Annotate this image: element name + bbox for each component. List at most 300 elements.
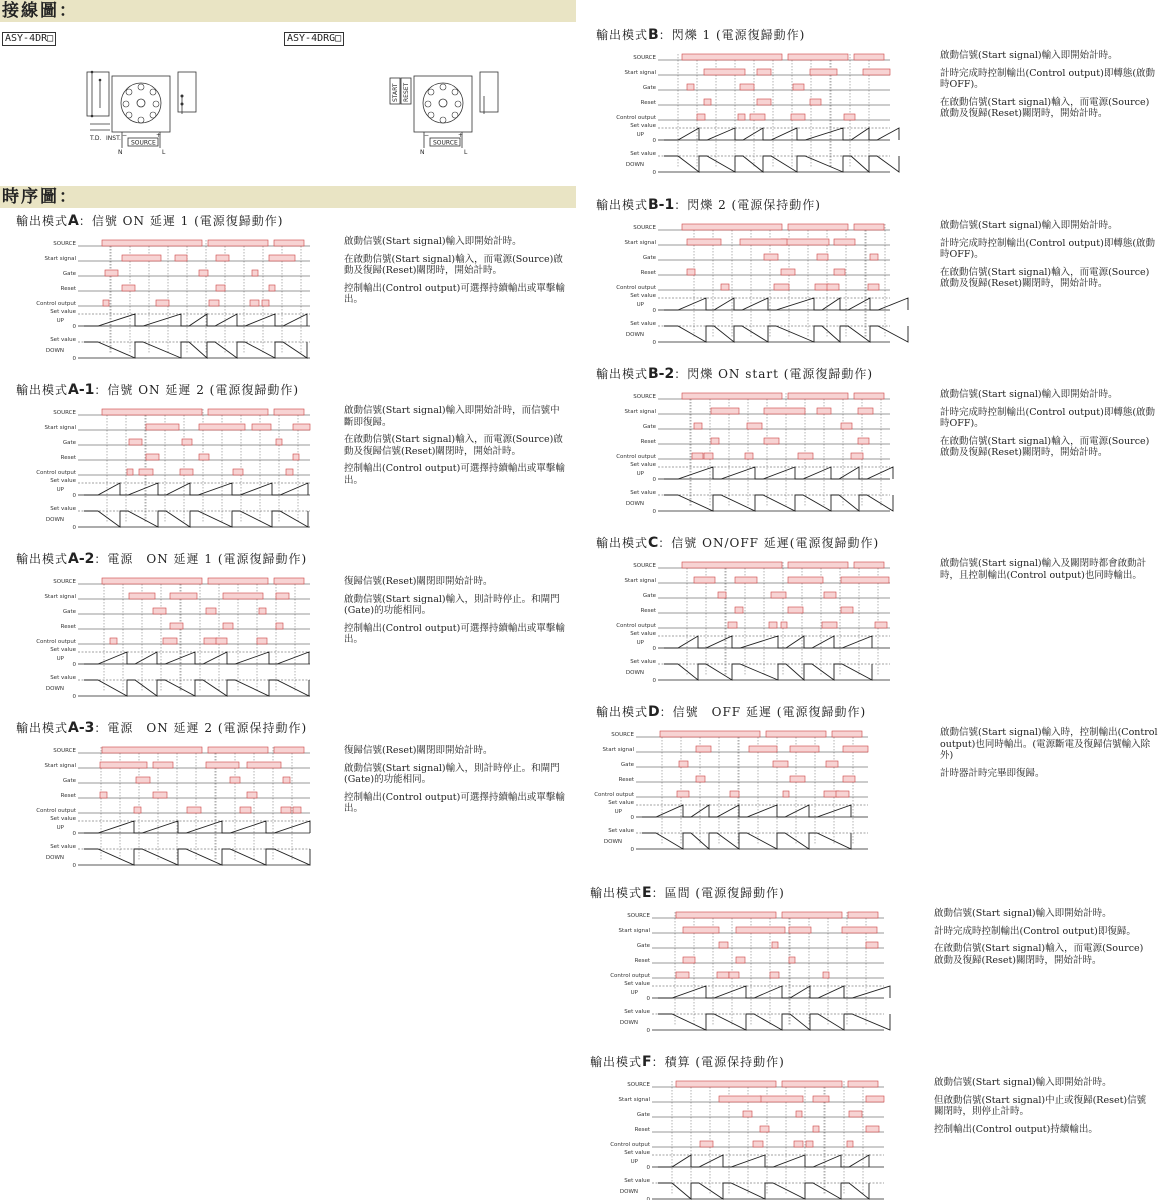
mode-title-B1 — [596, 196, 821, 213]
signal-pulse-gate — [206, 608, 216, 614]
label-set-value: Set value — [50, 506, 76, 512]
signal-pulse-reset — [813, 1126, 819, 1132]
label-zero: 0 — [72, 493, 76, 499]
wiring-label-n-left: N — [118, 149, 123, 156]
signal-pulse-source — [848, 912, 878, 918]
label-control: Control output — [594, 792, 634, 798]
signal-pulse-reset — [760, 1126, 769, 1132]
signal-pulse-start — [790, 746, 819, 752]
description-line: 啟動信號(Start signal)輸入即開始計時，而信號中斷即復歸。 — [344, 405, 560, 428]
signal-pulse-reset — [170, 623, 183, 629]
description-line: 計時完成時控制輸出(Control output)即復歸。 — [934, 925, 1136, 937]
signal-pulse-control — [844, 114, 855, 120]
signal-pulse-start — [817, 408, 831, 414]
counter-waveform-down — [658, 1183, 869, 1199]
label-set-value: Set value — [50, 816, 76, 822]
mode-title-prefix: 輸出模式 — [590, 886, 643, 900]
signal-pulse-control — [180, 469, 193, 475]
wiring-header: 接線圖： — [0, 0, 576, 22]
timing-chart-A2 — [36, 574, 310, 700]
signal-pulse-control — [139, 469, 153, 475]
signal-pulse-reset — [122, 285, 135, 291]
label-start: Start signal — [624, 578, 656, 584]
label-down: DOWN — [45, 855, 64, 861]
counter-waveform-up — [664, 298, 908, 310]
signal-pulse-control — [730, 791, 739, 797]
mode-title-rest: ：電源 ON 延遲 2 (電源保持動作) — [94, 721, 308, 735]
signal-pulse-start — [269, 255, 295, 261]
signal-pulse-start — [866, 1096, 884, 1102]
signal-pulse-gate — [719, 942, 728, 948]
signal-pulse-gate — [230, 777, 240, 783]
label-zero: 0 — [652, 509, 656, 515]
signal-pulse-start — [129, 593, 155, 599]
mode-title-letter: B-1 — [648, 197, 675, 213]
description-line: 啟動信號(Start signal)輸入，則計時停止。和閘門(Gate)的功能相同。 — [344, 762, 560, 785]
signal-pulse-control — [110, 638, 117, 644]
signal-pulse-control — [738, 114, 745, 120]
mode-title-B2 — [596, 365, 873, 382]
label-down: DOWN — [45, 517, 64, 523]
label-reset: Reset — [640, 608, 656, 614]
signal-pulse-start — [757, 69, 771, 75]
signal-pulse-control — [209, 300, 219, 306]
signal-pulse-start — [842, 927, 877, 933]
mode-title-letter: A — [68, 213, 79, 229]
wiring-label-minus-left: − — [122, 132, 128, 139]
signal-pulse-reset — [216, 285, 225, 291]
signal-pulse-start — [216, 255, 229, 261]
signal-pulse-control — [262, 300, 269, 306]
signal-pulse-source — [208, 240, 268, 246]
signal-pulse-reset — [781, 269, 795, 275]
counter-waveform-down — [664, 664, 872, 680]
label-set-value: Set value — [630, 659, 656, 665]
label-zero: 0 — [652, 340, 656, 346]
signal-pulse-source — [102, 240, 202, 246]
label-zero: 0 — [630, 847, 634, 853]
timing-chart-D — [594, 727, 868, 853]
label-set-value: Set value — [624, 981, 650, 987]
signal-pulse-control — [851, 453, 863, 459]
description-line: 在啟動信號(Start signal)輸入，而電源(Source)啟動及復歸(Reset)關閉時，開始計時。 — [940, 96, 1150, 119]
signal-pulse-control — [774, 284, 789, 290]
signal-pulse-control — [204, 638, 217, 644]
label-start: Start signal — [618, 928, 650, 934]
label-control: Control output — [616, 115, 656, 121]
label-reset: Reset — [618, 777, 634, 783]
signal-pulse-start — [834, 239, 855, 245]
label-set-value: Set value — [608, 800, 634, 806]
signal-pulse-source — [274, 578, 304, 584]
signal-pulse-gate — [747, 423, 762, 429]
label-set-value: Set value — [50, 844, 76, 850]
signal-pulse-gate — [817, 254, 828, 260]
label-start: Start signal — [44, 763, 76, 769]
signal-pulse-start — [740, 239, 787, 245]
label-zero: 0 — [652, 170, 656, 176]
label-start: Start signal — [602, 747, 634, 753]
label-zero: 0 — [630, 815, 634, 821]
wiring-label-plus-left: + — [156, 132, 162, 139]
signal-pulse-control — [163, 638, 177, 644]
wiring-label-source-left: SOURCE — [131, 139, 156, 147]
description-line: 在啟動信號(Start signal)輸入，而電源(Source)啟動及復歸(Reset)關閉時，開始計時。 — [934, 943, 1144, 966]
description-line: 控制輸出(Control output)可選擇持續輸出或單擊輸出。 — [344, 463, 565, 486]
description-line: 計時完成時控制輸出(Control output)即轉態(啟動時OFF)。 — [940, 237, 1156, 260]
label-control: Control output — [610, 973, 650, 979]
signal-pulse-source — [274, 240, 304, 246]
timing-chart-A — [36, 236, 310, 362]
mode-title-A — [16, 212, 283, 229]
label-up: UP — [630, 1159, 638, 1165]
signal-pulse-reset — [788, 607, 803, 613]
counter-waveform-up — [84, 652, 309, 664]
signal-pulse-source — [682, 54, 782, 60]
signal-pulse-source — [102, 747, 202, 753]
description-line: 但啟動信號(Start signal)中止或復歸(Reset)信號關閉時，則停止計時。 — [934, 1094, 1147, 1117]
label-down: DOWN — [603, 839, 622, 845]
mode-title-letter: E — [642, 885, 652, 901]
label-zero: 0 — [652, 138, 656, 144]
mode-title-rest: ：信號 ON 延遲 1 (電源復歸動作) — [78, 214, 284, 228]
signal-pulse-gate — [841, 423, 852, 429]
signal-pulse-gate — [764, 254, 778, 260]
signal-pulse-control — [783, 791, 789, 797]
description-line: 控制輸出(Control output)可選擇持續輸出或單擊輸出。 — [344, 791, 565, 814]
label-set-value: Set value — [630, 490, 656, 496]
signal-pulse-reset — [146, 454, 159, 460]
signal-pulse-gate — [849, 1111, 862, 1117]
signal-pulse-reset — [810, 99, 821, 105]
label-control: Control output — [616, 285, 656, 291]
signal-pulse-start — [694, 577, 715, 583]
signal-pulse-start — [788, 577, 823, 583]
label-start: Start signal — [618, 1097, 650, 1103]
signal-pulse-start — [863, 69, 890, 75]
signal-pulse-control — [134, 807, 141, 813]
signal-pulse-control — [794, 1141, 803, 1147]
timing-chart-F — [610, 1077, 884, 1200]
mode-title-prefix: 輸出模式 — [16, 214, 69, 228]
mode-title-prefix: 輸出模式 — [16, 552, 69, 566]
signal-pulse-start — [223, 593, 263, 599]
wiring-diagram-right — [388, 66, 508, 156]
signal-pulse-control — [750, 114, 765, 120]
description-line: 復歸信號(Reset)關閉即開始計時。 — [344, 576, 493, 587]
signal-pulse-start — [293, 424, 310, 430]
mode-title-prefix: 輸出模式 — [596, 198, 649, 212]
signal-pulse-reset — [199, 454, 209, 460]
signal-pulse-reset — [764, 438, 779, 444]
wiring-diagram-left — [82, 66, 202, 156]
label-up: UP — [56, 656, 64, 662]
label-reset: Reset — [634, 1127, 650, 1133]
label-zero: 0 — [652, 308, 656, 314]
description-line: 在啟動信號(Start signal)輸入，而電源(Source)啟動及復歸(Reset)關閉時，開始計時。 — [344, 253, 563, 276]
signal-pulse-source — [848, 1081, 878, 1087]
signal-pulse-start — [146, 424, 179, 430]
counter-waveform-down — [664, 495, 893, 511]
mode-title-letter: A-3 — [68, 720, 95, 736]
signal-pulse-source — [832, 731, 862, 737]
label-control: Control output — [36, 639, 76, 645]
signal-pulse-gate — [153, 608, 166, 614]
signal-pulse-start — [735, 577, 757, 583]
label-up: UP — [636, 640, 644, 646]
label-set-value: Set value — [608, 828, 634, 834]
counter-waveform-down — [642, 833, 851, 849]
signal-pulse-gate — [796, 1111, 802, 1117]
signal-pulse-control — [781, 622, 787, 628]
signal-pulse-start — [683, 927, 719, 933]
label-source: SOURCE — [633, 394, 656, 400]
mode-title-letter: D — [648, 704, 660, 720]
signal-pulse-reset — [841, 607, 853, 613]
signal-pulse-source — [676, 1081, 776, 1087]
label-zero: 0 — [652, 477, 656, 483]
signal-pulse-start — [252, 424, 271, 430]
label-start: Start signal — [624, 240, 656, 246]
signal-pulse-control — [216, 638, 227, 644]
counter-waveform-up — [664, 128, 899, 140]
mode-title-B — [596, 26, 805, 43]
label-control: Control output — [616, 454, 656, 460]
description-line: 計時完成時控制輸出(Control output)即轉態(啟動時OFF)。 — [940, 406, 1156, 429]
signal-pulse-start — [858, 408, 873, 414]
label-set-value: Set value — [624, 1009, 650, 1015]
mode-title-D — [596, 703, 866, 720]
counter-waveform-down — [664, 326, 908, 342]
label-down: DOWN — [625, 501, 644, 507]
mode-title-rest: ：信號 ON/OFF 延遲(電源復歸動作) — [658, 536, 880, 550]
signal-pulse-reset — [269, 285, 275, 291]
signal-pulse-gate — [105, 270, 118, 276]
signal-pulse-gate — [129, 439, 142, 445]
label-start: Start signal — [44, 256, 76, 262]
signal-pulse-gate — [793, 84, 804, 90]
counter-waveform-down — [84, 680, 309, 696]
label-down: DOWN — [625, 670, 644, 676]
counter-waveform-up — [84, 314, 307, 326]
label-gate: Gate — [642, 593, 656, 599]
mode-title-prefix: 輸出模式 — [596, 705, 649, 719]
signal-pulse-source — [102, 409, 202, 415]
label-source: SOURCE — [53, 748, 76, 754]
label-start: Start signal — [44, 425, 76, 431]
label-source: SOURCE — [53, 579, 76, 585]
signal-pulse-control — [745, 453, 753, 459]
signal-pulse-control — [250, 300, 259, 306]
wiring-label-inst: INST. — [106, 135, 121, 142]
signal-pulse-start — [841, 577, 889, 583]
mode-description-C — [940, 558, 1158, 587]
mode-title-letter: B — [648, 27, 659, 43]
signal-pulse-gate — [283, 777, 290, 783]
signal-pulse-source — [782, 1081, 842, 1087]
signal-pulse-control — [286, 469, 293, 475]
signal-pulse-reset — [736, 957, 745, 963]
description-line: 復歸信號(Reset)關閉即開始計時。 — [344, 745, 493, 756]
signal-pulse-start — [175, 255, 187, 261]
mode-title-rest: ：電源 ON 延遲 1 (電源復歸動作) — [94, 552, 308, 566]
signal-pulse-control — [257, 638, 267, 644]
signal-pulse-control — [156, 300, 169, 306]
signal-pulse-control — [677, 791, 689, 797]
signal-pulse-start — [813, 1096, 829, 1102]
signal-pulse-source — [208, 747, 268, 753]
label-reset: Reset — [60, 624, 76, 630]
signal-pulse-source — [208, 578, 268, 584]
label-set-value: Set value — [50, 337, 76, 343]
signal-pulse-reset — [843, 776, 855, 782]
signal-pulse-control — [875, 622, 887, 628]
signal-pulse-source — [766, 731, 826, 737]
timing-chart-A3 — [36, 743, 310, 869]
counter-waveform-up — [658, 1155, 869, 1167]
description-line: 控制輸出(Control output)可選擇持續輸出或單擊輸出。 — [344, 282, 565, 305]
mode-description-B1 — [940, 220, 1158, 296]
signal-pulse-gate — [870, 254, 878, 260]
label-zero: 0 — [646, 1028, 650, 1034]
label-gate: Gate — [62, 609, 76, 615]
label-gate: Gate — [636, 943, 650, 949]
wiring-label-plus-right: + — [458, 132, 464, 139]
mode-description-F — [934, 1077, 1152, 1141]
label-zero: 0 — [646, 1197, 650, 1200]
signal-pulse-gate — [718, 592, 726, 598]
description-line: 啟動信號(Start signal)輸入即開始計時。 — [934, 908, 1112, 919]
label-set-value: Set value — [50, 478, 76, 484]
signal-pulse-gate — [679, 761, 688, 767]
timing-chart-B — [616, 50, 890, 176]
label-set-value: Set value — [624, 1150, 650, 1156]
signal-pulse-source — [676, 912, 776, 918]
signal-pulse-start — [199, 424, 245, 430]
label-set-value: Set value — [50, 647, 76, 653]
mode-description-A3 — [344, 745, 569, 821]
signal-pulse-reset — [790, 776, 805, 782]
label-set-value: Set value — [630, 462, 656, 468]
signal-pulse-control — [822, 622, 837, 628]
signal-pulse-source — [788, 224, 848, 230]
label-source: SOURCE — [611, 732, 634, 738]
label-up: UP — [630, 990, 638, 996]
mode-title-rest: ：閃爍 2 (電源保持動作) — [674, 198, 821, 212]
signal-pulse-reset — [683, 957, 695, 963]
mode-description-A — [344, 236, 569, 312]
counter-waveform-down — [84, 511, 308, 527]
signal-pulse-source — [682, 393, 782, 399]
signal-pulse-control — [836, 791, 849, 797]
signal-pulse-reset — [735, 607, 743, 613]
label-zero: 0 — [72, 525, 76, 531]
signal-pulse-start — [711, 408, 739, 414]
mode-title-letter: B-2 — [648, 366, 675, 382]
label-gate: Gate — [642, 85, 656, 91]
signal-pulse-control — [868, 284, 879, 290]
signal-pulse-source — [274, 409, 304, 415]
signal-pulse-source — [102, 578, 202, 584]
label-up: UP — [56, 825, 64, 831]
signal-pulse-control — [753, 1141, 763, 1147]
label-gate: Gate — [62, 271, 76, 277]
signal-pulse-source — [682, 562, 782, 568]
description-line: 啟動信號(Start signal)輸入，則計時停止。和閘門(Gate)的功能相同。 — [344, 593, 560, 616]
label-control: Control output — [36, 301, 76, 307]
wiring-label-n-right: N — [420, 149, 425, 156]
mode-title-A2 — [16, 550, 307, 567]
signal-pulse-source — [788, 54, 848, 60]
description-line: 啟動信號(Start signal)輸入及關閉時都會啟動計時，且控制輸出(Control output)也同時輸出。 — [940, 558, 1147, 581]
label-gate: Gate — [62, 440, 76, 446]
description-line: 控制輸出(Control output)可選擇持續輸出或單擊輸出。 — [344, 622, 565, 645]
description-line: 計時完成時控制輸出(Control output)即轉態(啟動時OFF)。 — [940, 67, 1156, 90]
label-up: UP — [636, 471, 644, 477]
signal-pulse-control — [717, 972, 729, 978]
label-control: Control output — [36, 808, 76, 814]
description-line: 啟動信號(Start signal)輸入時，控制輸出(Control output)也同時輸出。(電源斷電及復歸信號輸入除外) — [940, 727, 1158, 761]
signal-pulse-reset — [687, 269, 695, 275]
signal-pulse-source — [854, 224, 884, 230]
signal-pulse-source — [782, 912, 842, 918]
signal-pulse-start — [100, 762, 147, 768]
signal-pulse-start — [687, 239, 721, 245]
signal-pulse-control — [769, 622, 777, 628]
label-control: Control output — [616, 623, 656, 629]
mode-description-A2 — [344, 576, 569, 652]
label-gate: Gate — [642, 424, 656, 430]
signal-pulse-gate — [182, 439, 192, 445]
label-set-value: Set value — [50, 309, 76, 315]
signal-pulse-start — [781, 239, 829, 245]
mode-title-letter: F — [642, 1054, 652, 1070]
signal-pulse-control — [728, 622, 737, 628]
counter-waveform-up — [642, 805, 851, 817]
signal-pulse-gate — [826, 761, 838, 767]
signal-pulse-gate — [694, 423, 702, 429]
description-line: 在啟動信號(Start signal)輸入，而電源(Source)啟動及復歸(Reset)關閉時，開始計時。 — [940, 435, 1150, 458]
signal-pulse-control — [700, 1141, 713, 1147]
timing-chart-B2 — [616, 389, 890, 515]
signal-pulse-gate — [771, 592, 786, 598]
mode-title-prefix: 輸出模式 — [596, 28, 649, 42]
signal-pulse-control — [798, 453, 813, 459]
description-line: 啟動信號(Start signal)輸入即開始計時。 — [940, 220, 1118, 231]
wiring-label-source-right: SOURCE — [433, 139, 458, 147]
label-reset: Reset — [634, 958, 650, 964]
signal-pulse-reset — [704, 99, 711, 105]
label-down: DOWN — [619, 1020, 638, 1026]
signal-pulse-control — [704, 453, 713, 459]
mode-title-C — [596, 534, 879, 551]
mode-title-letter: A-1 — [68, 382, 95, 398]
label-reset: Reset — [60, 286, 76, 292]
signal-pulse-gate — [743, 1111, 752, 1117]
label-reset: Reset — [640, 439, 656, 445]
signal-pulse-gate — [866, 942, 878, 948]
signal-pulse-gate — [772, 942, 778, 948]
signal-pulse-source — [788, 562, 848, 568]
mode-title-prefix: 輸出模式 — [16, 383, 69, 397]
label-source: SOURCE — [53, 410, 76, 416]
label-down: DOWN — [625, 332, 644, 338]
label-zero: 0 — [646, 1165, 650, 1171]
label-source: SOURCE — [627, 913, 650, 919]
signal-pulse-gate — [773, 761, 788, 767]
mode-title-prefix: 輸出模式 — [16, 721, 69, 735]
counter-waveform-down — [84, 342, 307, 358]
